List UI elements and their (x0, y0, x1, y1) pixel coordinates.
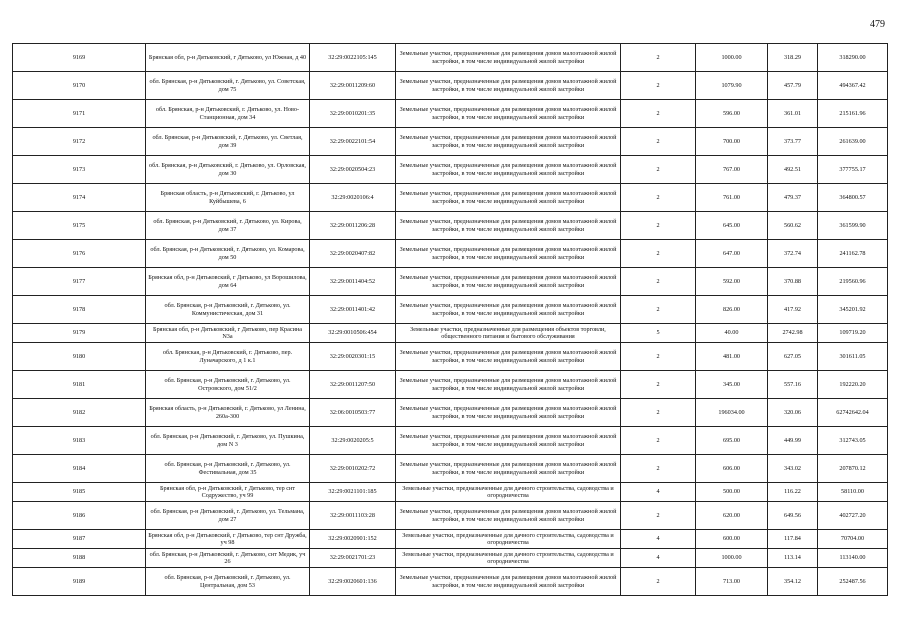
cadastral-value-cell: 58110.00 (818, 483, 888, 502)
use-group-cell: 2 (621, 455, 696, 483)
table-row (13, 568, 888, 596)
use-group-cell: 5 (621, 324, 696, 343)
address-cell: обл. Брянская, р-н Дятьковский, г. Дятьково, ул. Центральная, дом 53 (146, 568, 310, 596)
use-group-cell: 2 (621, 240, 696, 268)
cadastral-number-cell: 32:29:0010202:72 (310, 455, 396, 483)
address-cell: обл. Брянская, р-н Дятьковский, г. Дятьково, ул. Кирова, дом 37 (146, 212, 310, 240)
specific-value-cell: 417.92 (768, 296, 818, 324)
use-group-cell: 2 (621, 212, 696, 240)
use-group-cell: 2 (621, 156, 696, 184)
address-cell: обл. Брянская, р-н Дятьковский, г. Дятьково, ул. Коммунистическая, дом 31 (146, 296, 310, 324)
address-cell: обл. Брянская, р-н Дятьковский, г. Дятьково, снт Медик, уч 26 (146, 549, 310, 568)
address-cell: Брянская обл, р-н Дятьковский, г Дятьково, ул Южная, д 40 (146, 44, 310, 72)
land-use-type-cell: Земельные участки, предназначенные для размещения домов малоэтажной жилой застройки, в том числе индивидуальной жилой застройки (396, 343, 621, 371)
specific-value-cell: 343.02 (768, 455, 818, 483)
use-group-cell: 2 (621, 128, 696, 156)
table-row (13, 72, 888, 100)
specific-value-cell: 372.74 (768, 240, 818, 268)
cadastral-value-cell: 113140.00 (818, 549, 888, 568)
table-row (13, 343, 888, 371)
address-cell: обл. Брянская, р-н Дятьковский, г. Дятьково, ул. Комарова, дом 50 (146, 240, 310, 268)
land-use-type-cell: Земельные участки, предназначенные для размещения домов малоэтажной жилой застройки, в том числе индивидуальной жилой застройки (396, 44, 621, 72)
cadastral-value-cell: 207870.12 (818, 455, 888, 483)
address-cell: Брянская область, р-н Дятьковский, г. Дятьково, ул Куйбышева, 6 (146, 184, 310, 212)
cadastral-value-cell: 377755.17 (818, 156, 888, 184)
land-use-type-cell: Земельные участки, предназначенные для размещения домов малоэтажной жилой застройки, в том числе индивидуальной жилой застройки (396, 72, 621, 100)
land-use-type-cell: Земельные участки, предназначенные для размещения домов малоэтажной жилой застройки, в том числе индивидуальной жилой застройки (396, 184, 621, 212)
address-cell: Брянская область, р-н Дятьковский, г. Дятьково, ул Ленина, 260а-300 (146, 399, 310, 427)
area-cell: 592.00 (696, 268, 768, 296)
area-cell: 500.00 (696, 483, 768, 502)
land-use-type-cell: Земельные участки, предназначенные для дачного строительства, садоводства и огородничества (396, 530, 621, 549)
cadastral-value-cell: 364800.57 (818, 184, 888, 212)
use-group-cell: 2 (621, 296, 696, 324)
table-row (13, 240, 888, 268)
row-number-cell: 9181 (13, 371, 146, 399)
specific-value-cell: 557.16 (768, 371, 818, 399)
land-use-type-cell: Земельные участки, предназначенные для размещения домов малоэтажной жилой застройки, в том числе индивидуальной жилой застройки (396, 568, 621, 596)
area-cell: 645.00 (696, 212, 768, 240)
cadastral-value-cell: 345201.92 (818, 296, 888, 324)
cadastral-number-cell: 32:29:0020205:5 (310, 427, 396, 455)
specific-value-cell: 113.14 (768, 549, 818, 568)
use-group-cell: 2 (621, 268, 696, 296)
area-cell: 196034.00 (696, 399, 768, 427)
specific-value-cell: 627.05 (768, 343, 818, 371)
row-number-cell: 9182 (13, 399, 146, 427)
specific-value-cell: 318.29 (768, 44, 818, 72)
cadastral-number-cell: 32:29:0011401:42 (310, 296, 396, 324)
land-use-type-cell: Земельные участки, предназначенные для размещения домов малоэтажной жилой застройки, в том числе индивидуальной жилой застройки (396, 100, 621, 128)
row-number-cell: 9173 (13, 156, 146, 184)
table-row (13, 530, 888, 549)
cadastral-value-cell: 494367.42 (818, 72, 888, 100)
table-row (13, 455, 888, 483)
row-number-cell: 9184 (13, 455, 146, 483)
row-number-cell: 9174 (13, 184, 146, 212)
cadastral-number-cell: 32:29:0020601:136 (310, 568, 396, 596)
cadastral-value-cell: 109719.20 (818, 324, 888, 343)
area-cell: 481.00 (696, 343, 768, 371)
land-use-type-cell: Земельные участки, предназначенные для размещения домов малоэтажной жилой застройки, в том числе индивидуальной жилой застройки (396, 427, 621, 455)
table-row (13, 324, 888, 343)
cadastral-value-cell: 361599.90 (818, 212, 888, 240)
area-cell: 40.00 (696, 324, 768, 343)
area-cell: 620.00 (696, 502, 768, 530)
cadastral-number-cell: 32:29:0022105:145 (310, 44, 396, 72)
cadastral-value-cell: 318290.00 (818, 44, 888, 72)
cadastral-number-cell: 32:29:0020301:15 (310, 343, 396, 371)
area-cell: 1079.90 (696, 72, 768, 100)
specific-value-cell: 354.12 (768, 568, 818, 596)
cadastral-number-cell: 32:29:0020407:82 (310, 240, 396, 268)
row-number-cell: 9186 (13, 502, 146, 530)
area-cell: 345.00 (696, 371, 768, 399)
table-row (13, 100, 888, 128)
row-number-cell: 9169 (13, 44, 146, 72)
land-use-type-cell: Земельные участки, предназначенные для размещения домов малоэтажной жилой застройки, в том числе индивидуальной жилой застройки (396, 268, 621, 296)
specific-value-cell: 457.79 (768, 72, 818, 100)
row-number-cell: 9171 (13, 100, 146, 128)
specific-value-cell: 449.99 (768, 427, 818, 455)
table-row (13, 128, 888, 156)
table-row (13, 399, 888, 427)
address-cell: Брянская обл, р-н Дятьковский, г Дятьково, тер снт Содружество, уч 99 (146, 483, 310, 502)
area-cell: 700.00 (696, 128, 768, 156)
cadastral-number-cell: 32:06:0010503:77 (310, 399, 396, 427)
specific-value-cell: 479.37 (768, 184, 818, 212)
use-group-cell: 4 (621, 549, 696, 568)
specific-value-cell: 320.06 (768, 399, 818, 427)
specific-value-cell: 560.62 (768, 212, 818, 240)
page-number: 479 (870, 19, 885, 30)
row-number-cell: 9177 (13, 268, 146, 296)
area-cell: 695.00 (696, 427, 768, 455)
area-cell: 606.00 (696, 455, 768, 483)
row-number-cell: 9183 (13, 427, 146, 455)
cadastral-number-cell: 32:29:0011103:28 (310, 502, 396, 530)
row-number-cell: 9187 (13, 530, 146, 549)
cadastral-value-cell: 402727.20 (818, 502, 888, 530)
cadastral-value-cell: 312743.05 (818, 427, 888, 455)
area-cell: 713.00 (696, 568, 768, 596)
cadastral-value-cell: 252487.56 (818, 568, 888, 596)
row-number-cell: 9178 (13, 296, 146, 324)
row-number-cell: 9180 (13, 343, 146, 371)
table-row (13, 156, 888, 184)
use-group-cell: 2 (621, 72, 696, 100)
cadastral-number-cell: 32:29:0010506:454 (310, 324, 396, 343)
address-cell: обл. Брянская, р-н Дятьковский, г. Дятьково, ул. Орловская, дом 30 (146, 156, 310, 184)
use-group-cell: 2 (621, 502, 696, 530)
table-row (13, 268, 888, 296)
cadastral-value-table (12, 43, 888, 596)
land-use-type-cell: Земельные участки, предназначенные для размещения домов малоэтажной жилой застройки, в том числе индивидуальной жилой застройки (396, 240, 621, 268)
specific-value-cell: 117.84 (768, 530, 818, 549)
cadastral-value-cell: 301611.05 (818, 343, 888, 371)
cadastral-value-cell: 192220.20 (818, 371, 888, 399)
area-cell: 600.00 (696, 530, 768, 549)
cadastral-number-cell: 32:29:0011209:60 (310, 72, 396, 100)
table-row (13, 296, 888, 324)
use-group-cell: 4 (621, 530, 696, 549)
address-cell: обл. Брянская, р-н Дятьковский, г. Дятьково, ул. Пушкина, дом N 3 (146, 427, 310, 455)
use-group-cell: 2 (621, 399, 696, 427)
address-cell: Брянская обл, р-н Дятьковский, г Дятьково, ул Ворошилова, дом 64 (146, 268, 310, 296)
address-cell: обл. Брянская, р-н Дятьковский, г. Дятьково, ул. Фестивальная, дом 35 (146, 455, 310, 483)
cadastral-value-cell: 219560.96 (818, 268, 888, 296)
specific-value-cell: 370.88 (768, 268, 818, 296)
cadastral-number-cell: 32:29:0020901:152 (310, 530, 396, 549)
area-cell: 1000.00 (696, 44, 768, 72)
table-row (13, 549, 888, 568)
row-number-cell: 9172 (13, 128, 146, 156)
cadastral-number-cell: 32:29:0011404:52 (310, 268, 396, 296)
use-group-cell: 2 (621, 184, 696, 212)
cadastral-number-cell: 32:29:0011206:28 (310, 212, 396, 240)
table-row (13, 371, 888, 399)
land-use-type-cell: Земельные участки, предназначенные для размещения домов малоэтажной жилой застройки, в том числе индивидуальной жилой застройки (396, 399, 621, 427)
area-cell: 826.00 (696, 296, 768, 324)
specific-value-cell: 649.56 (768, 502, 818, 530)
cadastral-number-cell: 32:29:0011207:50 (310, 371, 396, 399)
land-use-type-cell: Земельные участки, предназначенные для размещения домов малоэтажной жилой застройки, в том числе индивидуальной жилой застройки (396, 156, 621, 184)
address-cell: обл. Брянская, р-н Дятьковский, г. Дятьково, ул. Островского, дом 51/2 (146, 371, 310, 399)
row-number-cell: 9189 (13, 568, 146, 596)
land-use-type-cell: Земельные участки, предназначенные для дачного строительства, садоводства и огородничества (396, 483, 621, 502)
row-number-cell: 9185 (13, 483, 146, 502)
row-number-cell: 9188 (13, 549, 146, 568)
row-number-cell: 9176 (13, 240, 146, 268)
land-use-type-cell: Земельные участки, предназначенные для размещения домов малоэтажной жилой застройки, в том числе индивидуальной жилой застройки (396, 502, 621, 530)
land-use-type-cell: Земельные участки, предназначенные для дачного строительства, садоводства и огородничества (396, 549, 621, 568)
table-row (13, 184, 888, 212)
address-cell: Брянская обл, р-н Дятьковский, г Дятьково, пер Красина N3а (146, 324, 310, 343)
use-group-cell: 2 (621, 343, 696, 371)
cadastral-value-cell: 261639.00 (818, 128, 888, 156)
land-use-type-cell: Земельные участки, предназначенные для размещения домов малоэтажной жилой застройки, в том числе индивидуальной жилой застройки (396, 212, 621, 240)
specific-value-cell: 492.51 (768, 156, 818, 184)
table-row (13, 427, 888, 455)
land-use-type-cell: Земельные участки, предназначенные для размещения объектов торговли, общественного питания и бытового обслуживания (396, 324, 621, 343)
cadastral-value-cell: 241162.78 (818, 240, 888, 268)
address-cell: обл. Брянская, р-н Дятьковский, г. Дятьково, ул. Тельмана, дом 27 (146, 502, 310, 530)
area-cell: 761.00 (696, 184, 768, 212)
area-cell: 647.00 (696, 240, 768, 268)
use-group-cell: 2 (621, 371, 696, 399)
cadastral-value-cell: 215161.96 (818, 100, 888, 128)
cadastral-value-cell: 70704.00 (818, 530, 888, 549)
use-group-cell: 2 (621, 44, 696, 72)
row-number-cell: 9170 (13, 72, 146, 100)
cadastral-number-cell: 32:29:0021701:23 (310, 549, 396, 568)
area-cell: 1000.00 (696, 549, 768, 568)
specific-value-cell: 116.22 (768, 483, 818, 502)
cadastral-number-cell: 32:29:0021101:185 (310, 483, 396, 502)
table-row (13, 502, 888, 530)
address-cell: обл. Брянская, р-н Дятьковский, г. Дятьково, ул. Ново-Станционная, дом 34 (146, 100, 310, 128)
specific-value-cell: 361.01 (768, 100, 818, 128)
cadastral-number-cell: 32:29:0022101:54 (310, 128, 396, 156)
land-use-type-cell: Земельные участки, предназначенные для размещения домов малоэтажной жилой застройки, в том числе индивидуальной жилой застройки (396, 128, 621, 156)
cadastral-number-cell: 32:29:0010201:35 (310, 100, 396, 128)
use-group-cell: 2 (621, 100, 696, 128)
row-number-cell: 9179 (13, 324, 146, 343)
area-cell: 767.00 (696, 156, 768, 184)
specific-value-cell: 373.77 (768, 128, 818, 156)
address-cell: обл. Брянская, р-н Дятьковский, г. Дятьково, ул. Светлая, дом 39 (146, 128, 310, 156)
table-body (13, 44, 888, 596)
land-use-type-cell: Земельные участки, предназначенные для размещения домов малоэтажной жилой застройки, в том числе индивидуальной жилой застройки (396, 296, 621, 324)
table-row (13, 212, 888, 240)
use-group-cell: 4 (621, 483, 696, 502)
address-cell: обл. Брянская, р-н Дятьковский, г. Дятьково, ул. Советская, дом 75 (146, 72, 310, 100)
cadastral-value-cell: 62742642.04 (818, 399, 888, 427)
use-group-cell: 2 (621, 427, 696, 455)
specific-value-cell: 2742.98 (768, 324, 818, 343)
table-row (13, 483, 888, 502)
land-use-type-cell: Земельные участки, предназначенные для размещения домов малоэтажной жилой застройки, в том числе индивидуальной жилой застройки (396, 371, 621, 399)
use-group-cell: 2 (621, 568, 696, 596)
cadastral-number-cell: 32:29:0020504:23 (310, 156, 396, 184)
table-row (13, 44, 888, 72)
row-number-cell: 9175 (13, 212, 146, 240)
cadastral-number-cell: 32:29:0020106:4 (310, 184, 396, 212)
land-use-type-cell: Земельные участки, предназначенные для размещения домов малоэтажной жилой застройки, в том числе индивидуальной жилой застройки (396, 455, 621, 483)
address-cell: Брянская обл, р-н Дятьковский, г Дятьково, тер снт Дружба, уч 98 (146, 530, 310, 549)
area-cell: 596.00 (696, 100, 768, 128)
address-cell: обл. Брянская, р-н Дятьковский, г. Дятьково, пер. Луначарского, д 1 к.1 (146, 343, 310, 371)
